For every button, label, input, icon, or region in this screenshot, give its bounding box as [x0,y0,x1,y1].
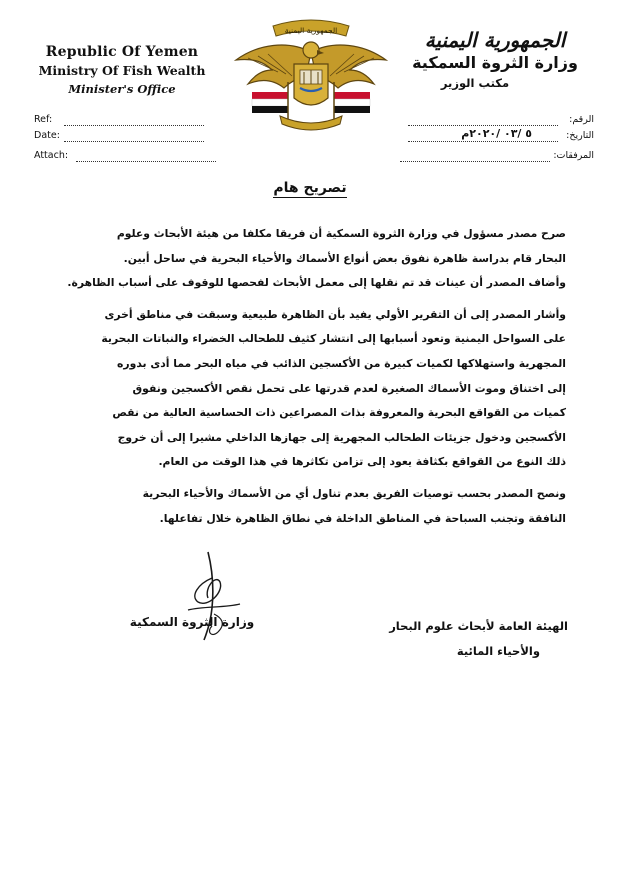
body-line: على السواحل اليمنية وتعود أسبابها إلى انتشار كثيف للطحالب الخضراء والنباتات البحرية [101,332,566,346]
body-line: إلى اختناق وموت الأسماك الصغيرة لعدم قدرتها على تحمل نقص الأكسجين ونفوق [132,381,566,395]
date-line-ar [408,141,558,142]
body-line: وأضاف المصدر أن عينات قد تم نقلها إلى معمل الأبحاث لفحصها للوقوف على أسباب الظاهرة. [67,276,566,290]
header-en-ministry: Ministry Of Fish Wealth [38,63,206,78]
handwritten-signature-icon [168,548,258,648]
signature-authority-line2: والأحياء المائية [456,644,540,658]
header-ar-office: مكتب الوزير [440,76,510,90]
signature-authority [368,614,568,664]
emblem-banner-text: الجمهورية اليمنية [284,26,338,35]
statement-title-text: تصريح هام [273,180,347,196]
date-label-ar: التاريخ: [566,130,594,141]
body-line: البحار قام بدراسة ظاهرة نفوق بعض أنواع الأسماك والأحياء البحرية في ساحل أبين. [123,251,566,265]
body-line: وأشار المصدر إلى أن التقرير الأولي يفيد بأن الظاهرة طبيعية وسبقت في مناطق أخرى [104,307,566,321]
body-line: المجهرية واستهلاكها لكميات كبيرة من الأكسجين الذائب في مياه البحر مما أدى بدوره [117,356,566,370]
body-line: ونصح المصدر بحسب توصيات الفريق بعدم تناول أي من الأسماك والأحياء البحرية [142,486,566,500]
statement-title [0,180,620,196]
header-en-office: Minister's Office [68,82,176,96]
attach-line-ar [400,161,550,162]
header-ar-country: الجمهورية اليمنية [424,28,566,52]
attach-line-en [76,161,216,162]
date-row [34,127,594,146]
header-ar-ministry: وزارة الثروة السمكية [412,53,578,72]
body-line: النافقة وتجنب السباحة في المناطق الداخلة في نطاق الظاهرة خلال تفاعلها. [159,511,566,525]
ref-line-ar [408,125,558,126]
ref-label-ar: الرقم: [569,114,594,125]
statement-body [46,222,566,531]
body-line: ذلك النوع من القواقع بكثافة يعود إلى تزامن تكاثرها في هذا الوقت من العام. [158,455,566,469]
signature-ministry-text: وزارة الثروة السمكية [129,615,255,629]
date-line-en [64,141,204,142]
date-value: ٥ /٠٣ /٢٠٢٠م [461,127,532,140]
body-line: كميات من القواقع البحرية والمعروفة بذات المصراعين ذات الحساسية العالية من نقص [112,406,566,420]
header-en-country: Republic Of Yemen [45,44,199,60]
signature-ministry [92,615,292,629]
attach-label-en: Attach: [34,150,69,161]
header-arabic [390,28,600,90]
attach-label-ar: المرفقات: [553,150,594,161]
attach-row [34,150,594,166]
signature-authority-line1: الهيئة العامة لأبحاث علوم البحار [389,619,568,633]
ref-line-en [64,125,204,126]
body-line: الأكسجين ودخول جزيئات الطحالب المجهرية إلى جهازها الداخلي مشيرا إلى أن خروج [117,430,566,444]
body-line: صرح مصدر مسؤول في وزارة الثروة السمكية أن فريقا مكلفا من هيئة الأبحاث وعلوم [116,227,566,240]
header-english [22,44,222,96]
ref-label-en: Ref: [34,114,53,125]
date-label-en: Date: [34,130,60,141]
